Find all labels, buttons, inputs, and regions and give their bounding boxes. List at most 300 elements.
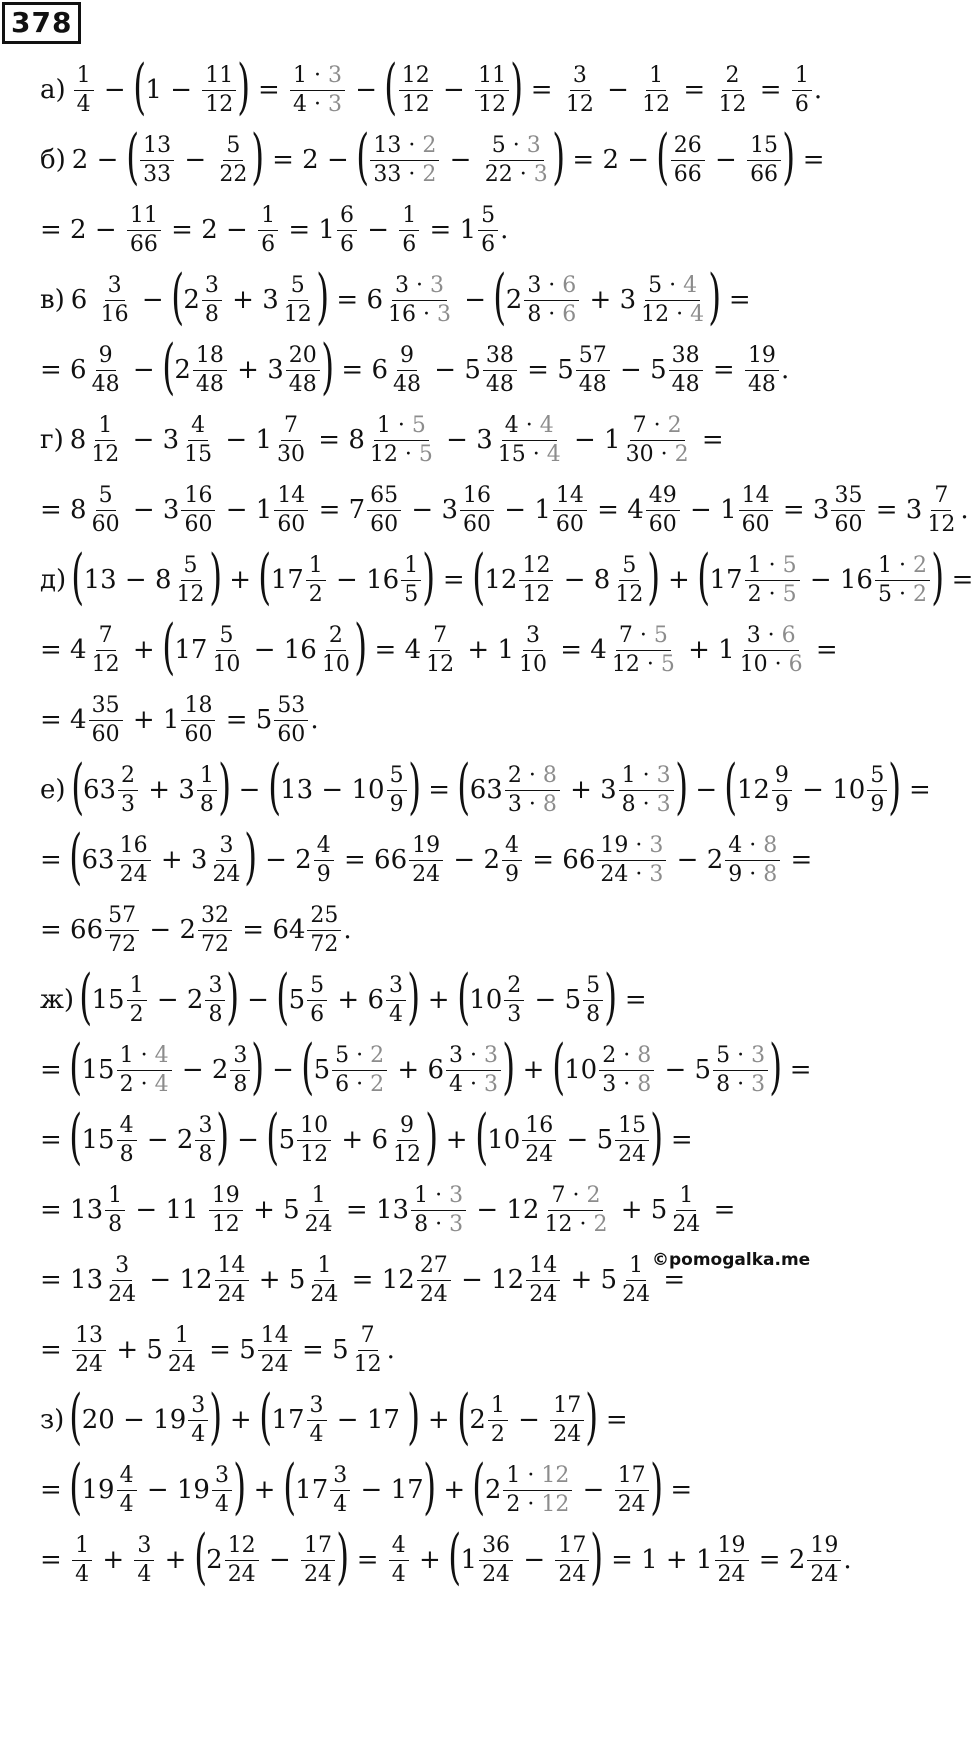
expression-text: . <box>960 495 969 525</box>
fraction <box>330 1464 350 1515</box>
expression-text: 2 <box>484 1475 502 1505</box>
numerator: 17 <box>615 1464 649 1490</box>
expression-text: = 64 <box>234 915 306 945</box>
numerator: 4 <box>314 834 334 860</box>
denominator: 12 · 2 <box>544 1211 608 1237</box>
parenthesis: ) <box>422 542 436 612</box>
parenthesis: ( <box>267 752 281 822</box>
expression-text: = 4 <box>40 705 87 735</box>
fraction <box>117 1114 137 1165</box>
fraction <box>646 484 680 535</box>
numerator: 35 <box>89 694 123 720</box>
denominator: 12 <box>642 91 671 117</box>
solution-line <box>40 402 724 478</box>
expression-text: − <box>434 75 474 105</box>
numerator: 7 <box>281 414 301 440</box>
numerator: 7 <box>430 624 450 650</box>
solution-line <box>40 752 931 828</box>
numerator: 5 <box>387 764 407 790</box>
denominator: 4 <box>75 1561 90 1587</box>
parenthesis: ( <box>472 1452 486 1522</box>
numerator: 7 <box>931 484 951 510</box>
fraction <box>475 64 509 115</box>
expression-text: . <box>843 1545 852 1575</box>
item-label: а) <box>40 75 66 105</box>
fraction <box>772 764 792 815</box>
fraction <box>550 1394 584 1445</box>
expression-text: − 19 <box>138 1475 210 1505</box>
expression-text: = 1 + 1 <box>602 1545 713 1575</box>
numerator: 5 <box>96 484 116 510</box>
denominator: 72 <box>108 931 137 957</box>
expression-text: − 1 <box>496 495 551 525</box>
parenthesis: ) <box>218 752 232 822</box>
fraction <box>209 834 243 885</box>
solution-line <box>40 1172 735 1248</box>
denominator: 3 · 8 <box>507 791 557 817</box>
fraction <box>524 274 579 325</box>
denominator: 4 <box>309 1421 324 1447</box>
expression-text: = <box>655 1265 686 1295</box>
expression-text: + 1 <box>124 705 180 735</box>
numerator: 5 <box>223 134 243 160</box>
denominator: 2 <box>490 1421 505 1447</box>
denominator: 60 <box>555 511 584 537</box>
numerator: 25 <box>307 904 341 930</box>
expression-text: = 3 <box>774 495 830 525</box>
denominator: 48 <box>485 371 514 397</box>
denominator: 8 · 3 <box>621 791 671 817</box>
expression-text: − 1 <box>681 495 737 525</box>
solution-line <box>40 1452 692 1528</box>
expression-text: − <box>509 1405 549 1435</box>
numerator: 3 <box>330 1464 350 1490</box>
parenthesis: ( <box>258 542 272 612</box>
numerator: 1 · 4 <box>117 1044 172 1070</box>
denominator: 10 <box>212 651 241 677</box>
fraction <box>274 414 308 465</box>
expression-text: = <box>40 1125 71 1155</box>
denominator: 2 <box>129 1001 144 1027</box>
fraction <box>197 764 217 815</box>
expression-text: = <box>616 985 647 1015</box>
expression-text: − 5 <box>526 985 582 1015</box>
numerator: 1 · 5 <box>745 554 800 580</box>
denominator: 24 <box>717 1561 746 1587</box>
numerator: 7 · 2 <box>548 1184 603 1210</box>
solution-line <box>40 262 751 338</box>
parenthesis: ) <box>244 822 258 892</box>
expression-text: = 5 <box>293 1335 349 1365</box>
solution-line <box>40 962 647 1038</box>
expression-text: = <box>419 775 459 805</box>
solution-line <box>40 1242 685 1318</box>
denominator: 48 <box>195 371 224 397</box>
expression-text: 6 <box>70 285 96 315</box>
fraction <box>399 64 433 115</box>
expression-text: = 4 <box>551 635 607 665</box>
fraction <box>792 64 812 115</box>
solution-line <box>40 192 508 268</box>
expression-text: 2 <box>206 1545 223 1575</box>
expression-text: − <box>706 145 746 175</box>
expression-text: = 2 − <box>40 215 125 245</box>
numerator: 13 · 2 <box>370 134 439 160</box>
denominator: 4 <box>391 1561 406 1587</box>
expression-text: − <box>95 75 134 105</box>
parenthesis: ( <box>171 262 185 332</box>
expression-text: + <box>94 1545 133 1575</box>
numerator: 1 · 3 <box>290 64 345 90</box>
fraction <box>72 1324 106 1375</box>
expression-text: − 12 <box>141 1265 213 1295</box>
expression-text: = 2 <box>750 1545 806 1575</box>
numerator: 3 <box>105 274 125 300</box>
expression-text: 17 <box>270 565 304 595</box>
expression-text: = 5 <box>200 1335 256 1365</box>
numerator: 13 <box>72 1324 106 1350</box>
expression-text: 17 <box>271 1405 305 1435</box>
fraction <box>319 624 353 675</box>
fraction <box>127 204 161 255</box>
numerator: 16 <box>117 834 151 860</box>
denominator: 8 <box>204 301 219 327</box>
numerator: 19 <box>745 344 779 370</box>
fraction <box>98 274 132 325</box>
fraction <box>745 344 779 395</box>
fraction <box>117 1044 172 1095</box>
denominator: 8 <box>233 1071 248 1097</box>
denominator: 24 <box>618 1141 647 1167</box>
parenthesis: ) <box>251 1032 265 1102</box>
solution-line <box>40 612 838 688</box>
parenthesis: ) <box>931 542 945 612</box>
numerator: 17 <box>301 1534 335 1560</box>
parenthesis: ( <box>70 752 84 822</box>
numerator: 49 <box>646 484 680 510</box>
expression-text: + <box>245 1475 284 1505</box>
numerator: 1 · 3 <box>411 1184 466 1210</box>
expression-text: − <box>598 75 638 105</box>
expression-text: = 6 <box>40 355 87 385</box>
expression-text: − <box>133 285 172 315</box>
expression-text: + 1 <box>679 635 735 665</box>
denominator: 5 <box>404 581 419 607</box>
solution-line <box>40 122 825 198</box>
expression-text: 2 <box>183 285 200 315</box>
fraction <box>209 624 243 675</box>
numerator: 13 <box>140 134 174 160</box>
numerator: 16 <box>460 484 494 510</box>
denominator: 4 <box>137 1561 152 1587</box>
parenthesis: ( <box>493 262 507 332</box>
denominator: 10 · 6 <box>739 651 803 677</box>
fraction <box>307 974 327 1025</box>
item-label: в) <box>40 285 65 315</box>
parenthesis: ( <box>472 542 486 612</box>
expression-text: + 5 <box>612 1195 668 1225</box>
expression-text: + <box>221 1405 260 1435</box>
expression-text: = <box>40 845 71 875</box>
expression-text: − 1 <box>217 425 273 455</box>
expression-text: − <box>574 1475 613 1505</box>
expression-text: = <box>597 1405 628 1435</box>
solution-line <box>40 1522 852 1598</box>
fraction <box>563 64 597 115</box>
item-label: д) <box>40 565 67 595</box>
denominator: 10 <box>518 651 547 677</box>
denominator: 60 <box>277 721 306 747</box>
numerator: 19 <box>807 1534 841 1560</box>
numerator: 19 <box>715 1534 749 1560</box>
numerator: 1 <box>258 204 278 230</box>
expression-text: = <box>662 1125 693 1155</box>
expression-text: + <box>156 1545 195 1575</box>
expression-text: − 2 <box>445 845 500 875</box>
expression-text: − 16 <box>327 565 400 595</box>
numerator: 1 <box>646 64 666 90</box>
parenthesis: ( <box>457 962 470 1032</box>
denominator: 12 <box>565 91 594 117</box>
fraction <box>230 1044 250 1095</box>
expression-text: = 2 − <box>162 215 257 245</box>
denominator: 22 · 3 <box>484 161 548 187</box>
numerator: 4 · 4 <box>502 414 557 440</box>
numerator: 14 <box>739 484 773 510</box>
parenthesis: ( <box>162 612 176 682</box>
denominator: 12 · 4 <box>641 301 705 327</box>
numerator: 3 · 3 <box>446 1044 501 1070</box>
expression-text: = 66 <box>40 915 104 945</box>
numerator: 11 <box>475 64 509 90</box>
numerator: 15 <box>747 134 781 160</box>
denominator: 12 <box>927 511 956 537</box>
fraction <box>209 1184 243 1235</box>
expression-text: − <box>515 1545 554 1575</box>
fraction <box>597 834 666 885</box>
denominator: 15 · 4 <box>497 441 561 467</box>
fraction <box>117 834 151 885</box>
denominator: 60 <box>184 721 213 747</box>
fraction <box>216 134 250 185</box>
expression-text: 63 <box>469 775 503 805</box>
numerator: 2 · 8 <box>505 764 560 790</box>
denominator: 6 <box>402 231 417 257</box>
fraction <box>307 904 341 955</box>
parenthesis: ) <box>237 52 251 122</box>
numerator: 9 <box>772 764 792 790</box>
numerator: 3 <box>523 624 543 650</box>
expression-text: 10 <box>564 1055 598 1085</box>
fraction <box>202 64 236 115</box>
expression-text: − <box>347 75 386 105</box>
expression-text: = <box>751 75 790 105</box>
expression-text: 2 <box>469 1405 486 1435</box>
denominator: 30 <box>277 441 306 467</box>
fraction <box>715 64 749 115</box>
denominator: 4 <box>214 1491 229 1517</box>
numerator: 32 <box>198 904 232 930</box>
expression-text: = <box>249 75 289 105</box>
expression-text: − <box>687 775 726 805</box>
expression-text: + 3 <box>228 355 284 385</box>
fraction <box>522 1114 556 1165</box>
denominator: 24 <box>622 1281 651 1307</box>
expression-text: − 8 <box>555 565 611 595</box>
fraction <box>745 554 800 605</box>
denominator: 3 <box>121 791 136 817</box>
expression-text: + 6 <box>333 1125 389 1155</box>
expression-text: − 5 <box>426 355 481 385</box>
fraction <box>541 1184 610 1235</box>
fraction <box>725 834 780 885</box>
fraction <box>615 1114 649 1165</box>
numerator: 18 <box>181 694 215 720</box>
item-label: г) <box>40 425 64 455</box>
denominator: 12 <box>353 1351 382 1377</box>
parenthesis: ) <box>510 52 524 122</box>
fraction <box>713 1044 768 1095</box>
expression-text: = 66 <box>335 845 408 875</box>
numerator: 3 <box>202 274 222 300</box>
numerator: 1 <box>676 1184 696 1210</box>
denominator: 16 <box>100 301 129 327</box>
parenthesis: ) <box>650 1102 664 1172</box>
parenthesis: ( <box>457 752 471 822</box>
expression-text: 12 <box>736 775 770 805</box>
denominator: 48 <box>747 371 776 397</box>
expression-text: + <box>659 565 699 595</box>
expression-text: 15 <box>81 1055 115 1085</box>
denominator: 72 <box>310 931 339 957</box>
numerator: 4 <box>502 834 522 860</box>
numerator: 2 · 8 <box>599 1044 654 1070</box>
fraction <box>599 1044 654 1095</box>
parenthesis: ) <box>208 542 222 612</box>
denominator: 6 <box>261 231 276 257</box>
numerator: 16 <box>522 1114 556 1140</box>
item-label: ж) <box>40 985 75 1015</box>
parenthesis: ) <box>674 752 688 822</box>
denominator: 24 <box>617 1491 646 1517</box>
fraction <box>307 1394 327 1445</box>
expression-text: = 13 <box>337 1195 410 1225</box>
numerator: 7 · 5 <box>616 624 671 650</box>
expression-text: = 1 <box>421 215 477 245</box>
parenthesis: ) <box>425 1102 439 1172</box>
expression-text: = <box>40 1475 71 1505</box>
fraction <box>306 554 326 605</box>
numerator: 5 · 4 <box>645 274 700 300</box>
expression-text: = <box>720 285 751 315</box>
expression-text: = <box>522 75 561 105</box>
denominator: 3 <box>507 1001 522 1027</box>
expression-text: − 16 <box>245 635 317 665</box>
numerator: 1 <box>399 204 419 230</box>
denominator: 4 <box>76 91 91 117</box>
denominator: 8 <box>208 1001 223 1027</box>
numerator: 1 · 5 <box>374 414 429 440</box>
fraction <box>89 344 123 395</box>
expression-text: 2 <box>174 355 191 385</box>
fraction <box>225 1534 259 1585</box>
numerator: 9 <box>397 1114 417 1140</box>
expression-text: = <box>705 1195 736 1225</box>
denominator: 12 <box>401 91 430 117</box>
expression-text: − <box>358 215 398 245</box>
fraction <box>446 1044 501 1095</box>
numerator: 5 <box>478 204 498 230</box>
numerator: 19 <box>409 834 443 860</box>
numerator: 5 <box>867 764 887 790</box>
fraction <box>337 204 357 255</box>
fraction <box>615 1464 649 1515</box>
expression-text: = 5 <box>217 705 273 735</box>
expression-text: + 1 <box>459 635 514 665</box>
denominator: 24 <box>119 861 148 887</box>
numerator: 2 <box>504 974 524 1000</box>
fraction <box>181 484 215 535</box>
denominator: 4 <box>389 1001 404 1027</box>
fraction <box>737 624 806 675</box>
denominator: 33 <box>143 161 172 187</box>
fraction <box>274 694 308 745</box>
denominator: 24 <box>412 861 441 887</box>
fraction <box>105 1254 139 1305</box>
expression-text: 5 <box>288 985 306 1015</box>
item-label: б) <box>40 145 66 175</box>
expression-text: − 2 <box>173 1055 229 1085</box>
solution-line <box>40 52 822 128</box>
numerator: 1 <box>172 1324 192 1350</box>
expression-text: = <box>675 75 714 105</box>
expression-text: − 2 <box>148 985 204 1015</box>
expression-text: + 5 <box>562 1265 618 1295</box>
denominator: 10 <box>321 651 350 677</box>
numerator: 3 · 6 <box>744 624 799 650</box>
denominator: 60 <box>370 511 399 537</box>
numerator: 5 · 3 <box>713 1044 768 1070</box>
fraction <box>867 764 887 815</box>
expression-text: + 5 <box>108 1335 163 1365</box>
expression-text: . <box>813 75 823 105</box>
denominator: 6 <box>310 1001 325 1027</box>
expression-text: 10 <box>469 985 503 1015</box>
expression-text: 1 <box>460 1545 478 1575</box>
denominator: 9 <box>316 861 331 887</box>
expression-text: − 16 <box>801 565 873 595</box>
denominator: 12 · 5 <box>369 441 433 467</box>
expression-text: = 7 <box>310 495 366 525</box>
parenthesis: ( <box>551 1032 565 1102</box>
parenthesis: ) <box>585 1382 599 1452</box>
fraction <box>72 1534 92 1585</box>
parenthesis: ) <box>502 1032 516 1102</box>
denominator: 6 <box>481 231 496 257</box>
expression-text: − 5 <box>656 1055 712 1085</box>
fraction <box>89 694 123 745</box>
parenthesis: ) <box>407 962 421 1032</box>
numerator: 1 <box>309 1184 329 1210</box>
fraction <box>505 764 560 815</box>
numerator: 3 <box>205 974 225 1000</box>
expression-text: 2 <box>505 285 523 315</box>
numerator: 1 <box>314 1254 334 1280</box>
fraction <box>399 204 419 255</box>
expression-text: + 3 <box>152 845 208 875</box>
denominator: 5 · 2 <box>877 581 927 607</box>
parenthesis: ( <box>162 332 176 402</box>
